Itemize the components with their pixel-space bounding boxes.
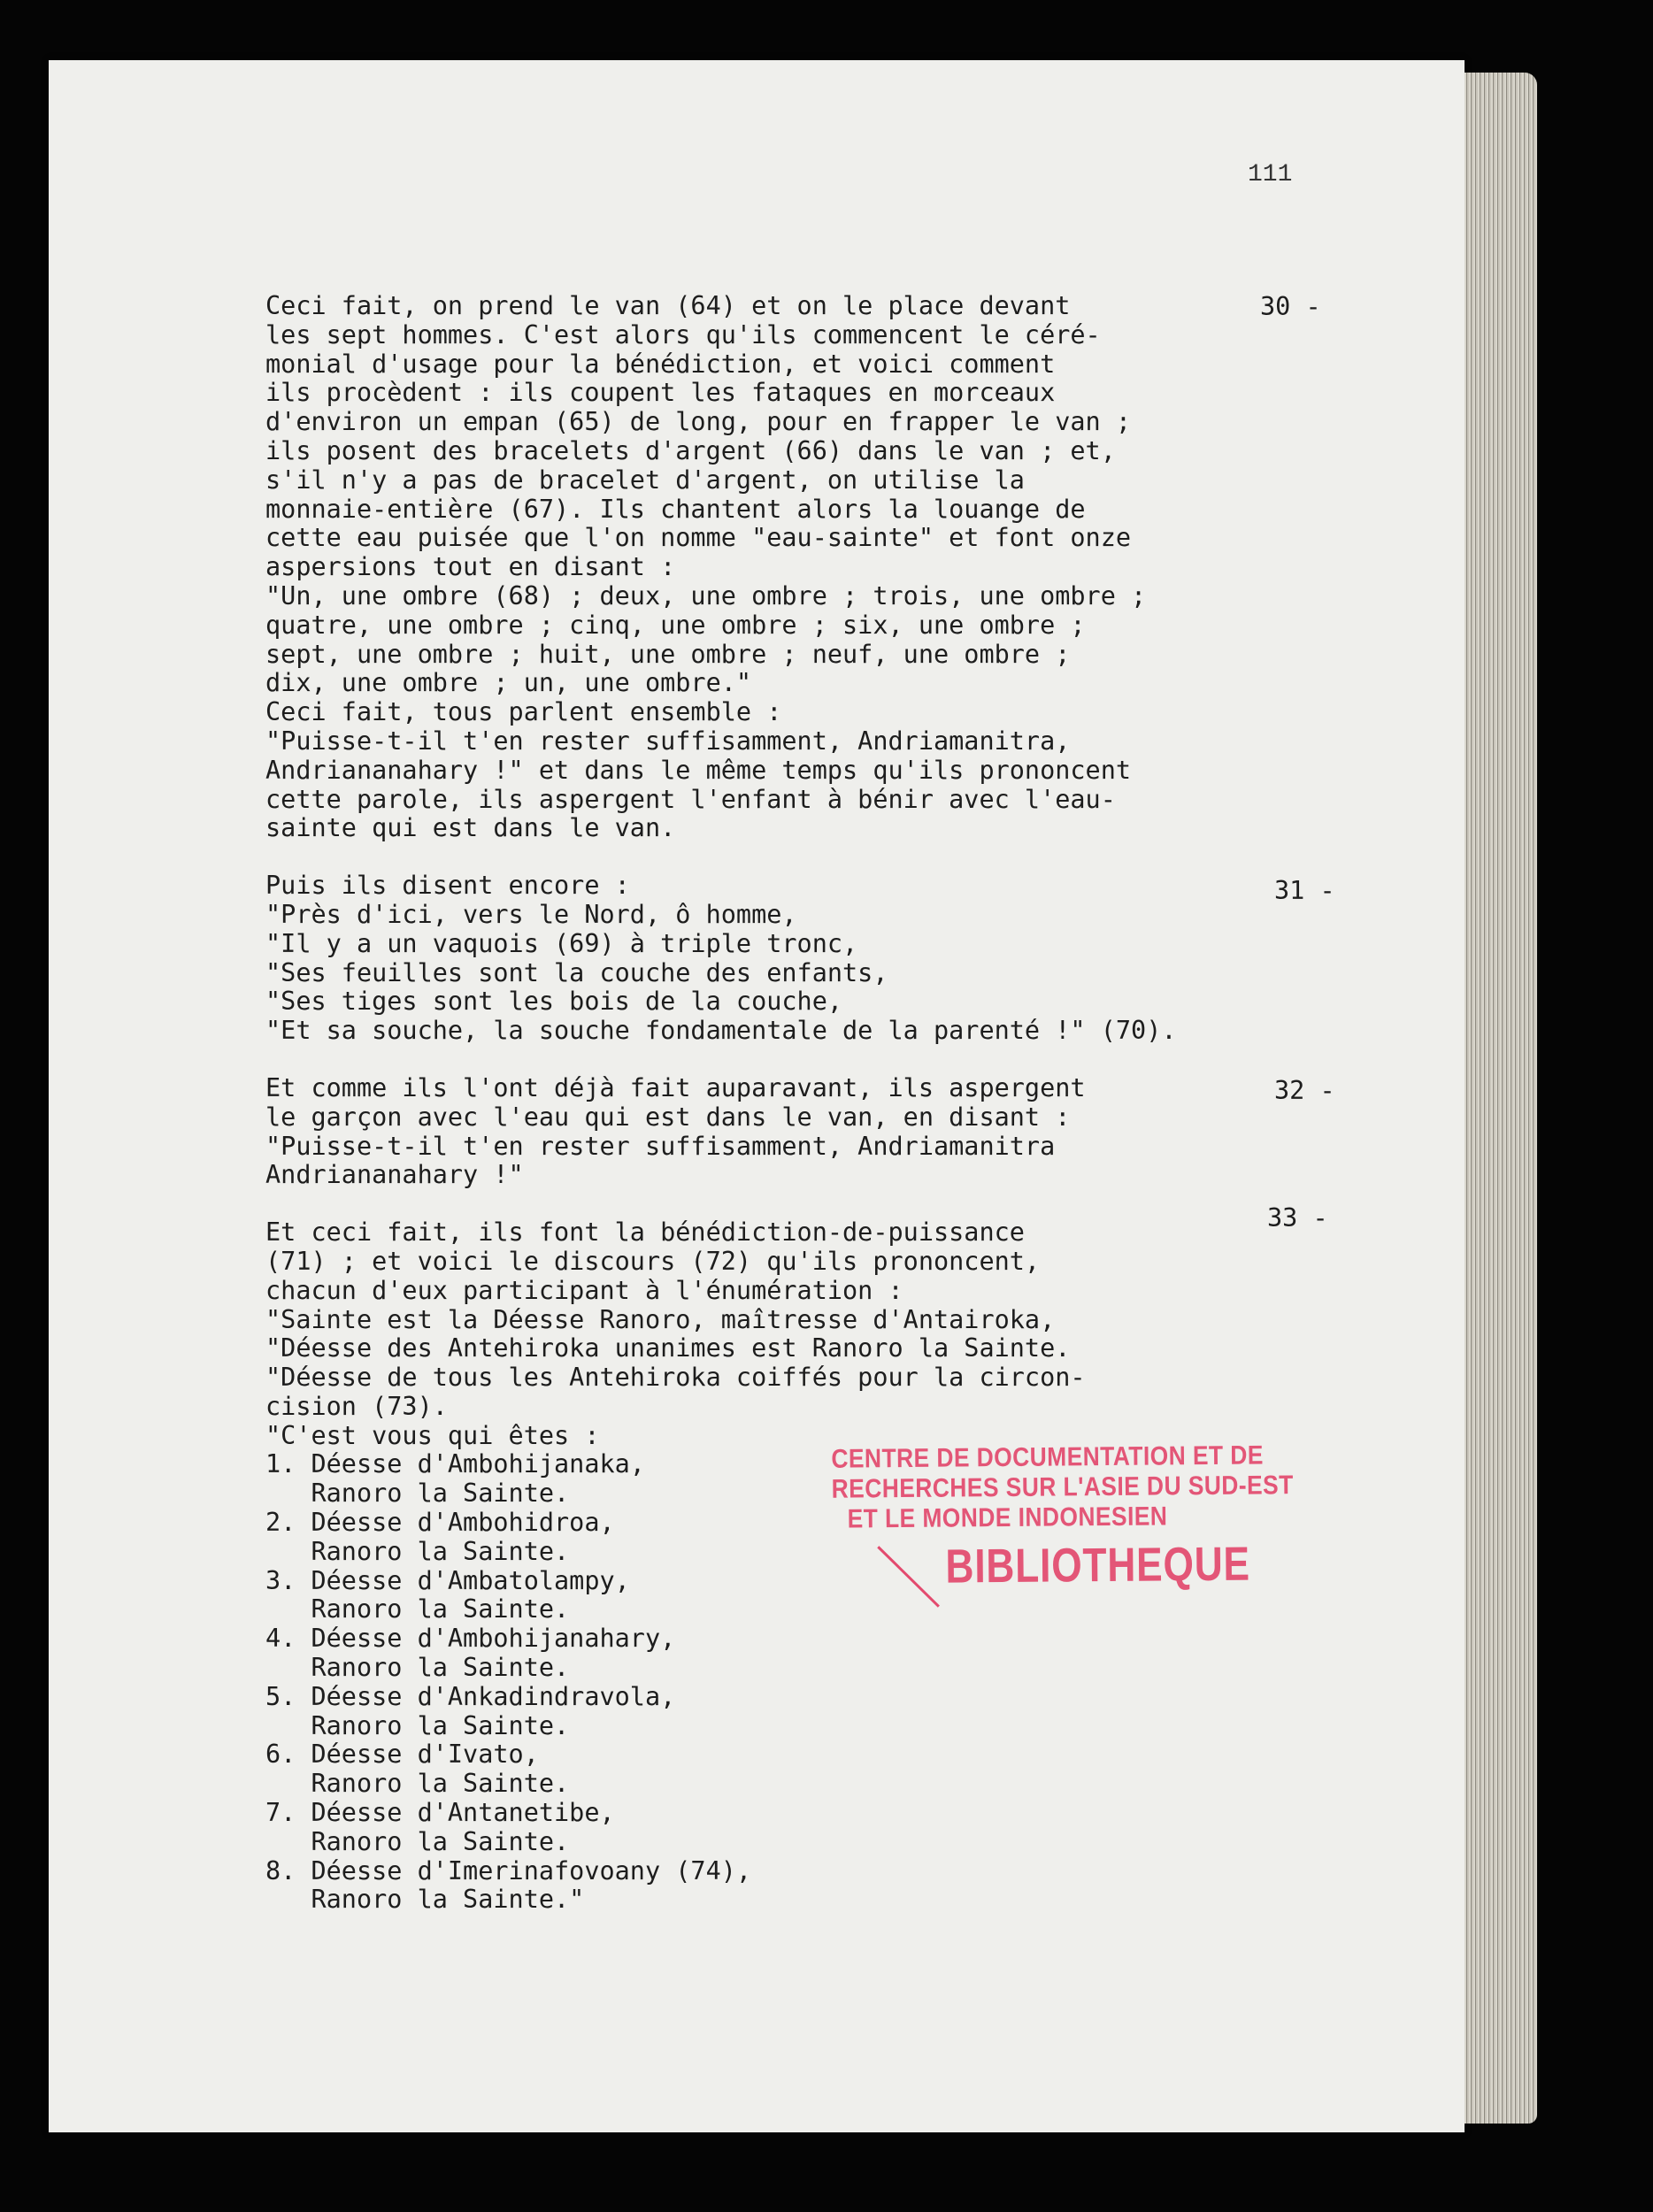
list-item: 1. Déesse d'Ambohijanaka, <box>265 1449 645 1479</box>
text-line: "Ses tiges sont les bois de la couche, <box>265 987 843 1017</box>
stamp-line-1: CENTRE DE DOCUMENTATION ET DE <box>831 1440 1265 1474</box>
paragraph-32 <box>265 1074 1310 1190</box>
text-line: "Puisse-t-il t'en rester suffisamment, Andriamanitra <box>265 1131 1056 1161</box>
stamp-line-2: RECHERCHES SUR L'ASIE DU SUD-EST <box>831 1471 1294 1504</box>
stamp-arrow-icon <box>874 1543 946 1615</box>
text-line: Et comme ils l'ont déjà fait auparavant, ils aspergent <box>265 1072 1086 1102</box>
text-line: sept, une ombre ; huit, une ombre ; neuf, une ombre ; <box>265 639 1071 669</box>
page-edges <box>1465 73 1537 2124</box>
text-line: d'environ un empan (65) de long, pour en frapper le van ; <box>265 407 1132 437</box>
paragraph-number-32: 32 - <box>1274 1076 1335 1105</box>
list-item: 6. Déesse d'Ivato, <box>265 1740 539 1770</box>
list-item: Ranoro la Sainte. <box>265 1653 570 1683</box>
stamp-line-3: ET LE MONDE INDONESIEN <box>847 1502 1168 1534</box>
paragraph-31 <box>265 872 1310 1046</box>
paragraph-number-31: 31 - <box>1274 876 1335 905</box>
paragraph-number-33: 33 - <box>1267 1203 1328 1233</box>
list-item: 5. Déesse d'Ankadindravola, <box>265 1681 676 1711</box>
text-line: (71) ; et voici le discours (72) qu'ils prononcent, <box>265 1246 1041 1276</box>
text-line: Ceci fait, on prend le van (64) et on le place devant <box>265 291 1071 320</box>
text-line: "Déesse des Antehiroka unanimes est Ranoro la Sainte. <box>265 1333 1071 1363</box>
stamp-title: BIBLIOTHEQUE <box>945 1537 1251 1594</box>
text-line: sainte qui est dans le van. <box>265 813 676 843</box>
text-line: "Déesse de tous les Antehiroka coiffés pour la circon- <box>265 1363 1086 1393</box>
text-line: cette eau puisée que l'on nomme "eau-sainte" et font onze <box>265 523 1132 553</box>
text-line: Andriananahary !" <box>265 1160 524 1190</box>
text-line: Puis ils disent encore : <box>265 871 630 901</box>
paragraph-number-30: 30 - <box>1260 292 1321 321</box>
text-line: monial d'usage pour la bénédiction, et voici comment <box>265 349 1056 379</box>
text-line: "C'est vous qui êtes : <box>265 1420 600 1450</box>
text-line: dix, une ombre ; un, une ombre." <box>265 668 752 698</box>
text-line: le garçon avec l'eau qui est dans le van, en disant : <box>265 1102 1071 1132</box>
text-line: ils procèdent : ils coupent les fataques en morceaux <box>265 378 1056 408</box>
page-number: 111 <box>1248 161 1293 188</box>
text-line: quatre, une ombre ; cinq, une ombre ; six, une ombre ; <box>265 610 1086 640</box>
text-line: "Puisse-t-il t'en rester suffisamment, Andriamanitra, <box>265 726 1071 756</box>
list-item: 2. Déesse d'Ambohidroa, <box>265 1508 615 1538</box>
list-item: Ranoro la Sainte. <box>265 1710 570 1740</box>
text-line: les sept hommes. C'est alors qu'ils commencent le céré- <box>265 319 1101 349</box>
text-line: "Près d'ici, vers le Nord, ô homme, <box>265 899 797 929</box>
list-item: 4. Déesse d'Ambohijanahary, <box>265 1624 676 1654</box>
text-line: s'il n'y a pas de bracelet d'argent, on utilise la <box>265 465 1025 495</box>
text-line: "Et sa souche, la souche fondamentale de la parenté !" (70). <box>265 1016 1177 1046</box>
list-item: Ranoro la Sainte. <box>265 1536 570 1566</box>
text-line: monnaie-entière (67). Ils chantent alors la louange de <box>265 494 1086 524</box>
text-line: ils posent des bracelets d'argent (66) dans le van ; et, <box>265 435 1116 465</box>
text-line: cision (73). <box>265 1391 448 1421</box>
paragraph-30 <box>265 292 1310 843</box>
list-item: 7. Déesse d'Antanetibe, <box>265 1798 615 1828</box>
text-line: Andriananahary !" et dans le même temps qu'ils prononcent <box>265 755 1132 785</box>
text-line: "Ses feuilles sont la couche des enfants, <box>265 957 888 987</box>
library-stamp <box>831 1440 1380 1593</box>
text-line: cette parole, ils aspergent l'enfant à bénir avec l'eau- <box>265 784 1116 814</box>
text-line: Ceci fait, tous parlent ensemble : <box>265 697 782 727</box>
list-item: Ranoro la Sainte. <box>265 1479 570 1509</box>
list-item: Ranoro la Sainte. <box>265 1594 570 1624</box>
list-item: 3. Déesse d'Ambatolampy, <box>265 1565 630 1595</box>
list-item: 8. Déesse d'Imerinafovoany (74), <box>265 1855 752 1886</box>
text-line: "Il y a un vaquois (69) à triple tronc, <box>265 928 858 958</box>
text-line: aspersions tout en disant : <box>265 552 676 582</box>
text-line: "Un, une ombre (68) ; deux, une ombre ; trois, une ombre ; <box>265 580 1147 611</box>
list-item: Ranoro la Sainte. <box>265 1769 570 1799</box>
text-line: chacun d'eux participant à l'énumération : <box>265 1275 903 1305</box>
list-item: Ranoro la Sainte. <box>265 1826 570 1856</box>
list-item: Ranoro la Sainte." <box>265 1885 585 1915</box>
body-text <box>265 292 1310 1915</box>
text-line: "Sainte est la Déesse Ranoro, maîtresse d'Antairoka, <box>265 1304 1056 1334</box>
text-line: Et ceci fait, ils font la bénédiction-de-puissance <box>265 1217 1025 1248</box>
